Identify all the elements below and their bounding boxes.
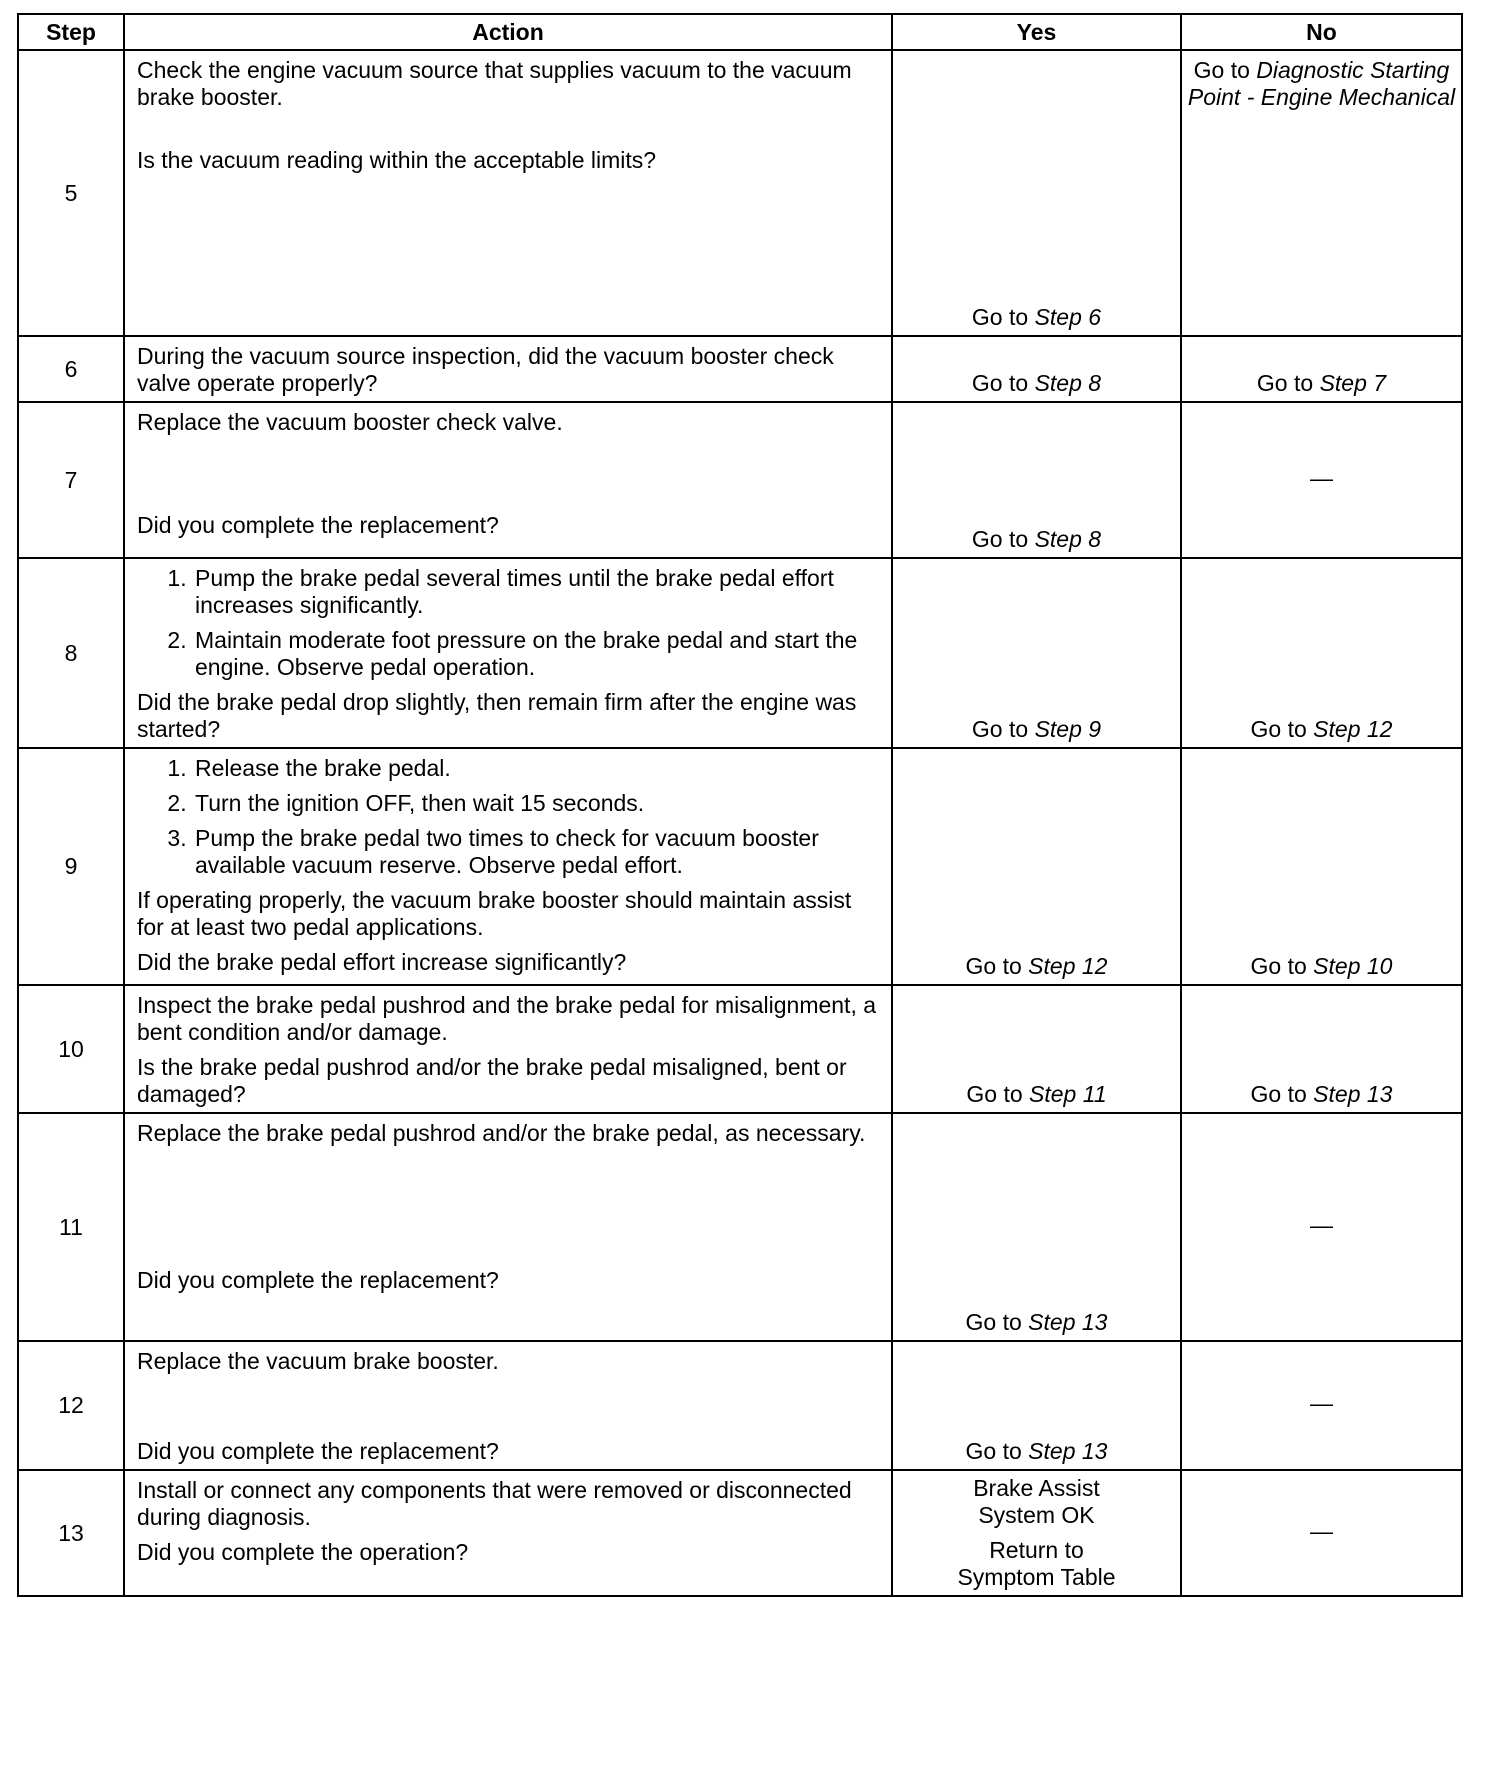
yes-cell <box>892 985 1181 1113</box>
action-cell <box>124 1113 892 1341</box>
yes-cell <box>892 558 1181 748</box>
header-step: Step <box>18 14 124 50</box>
yes-cell <box>892 402 1181 558</box>
no-cell <box>1181 50 1462 336</box>
yes-step-link[interactable]: Step 12 <box>1028 953 1108 979</box>
action-cell <box>124 1341 892 1470</box>
action-question: Did the brake pedal drop slightly, then remain firm after the engine was started? <box>137 689 857 742</box>
yes-return-link[interactable]: Return to Symptom Table <box>957 1537 1116 1590</box>
yes-step-link[interactable]: Step 13 <box>1028 1309 1108 1335</box>
yes-prefix: Go to <box>971 716 1035 742</box>
no-prefix: Go to <box>1250 716 1314 742</box>
yes-step-link[interactable]: Step 8 <box>1034 526 1102 552</box>
no-reference-link[interactable]: Diagnostic Starting Point - Engine Mechanical <box>1187 57 1456 110</box>
action-question: Is the vacuum reading within the acceptable limits? <box>137 147 657 173</box>
step-number: 8 <box>18 558 124 748</box>
yes-cell <box>892 336 1181 402</box>
yes-prefix: Go to <box>971 304 1035 330</box>
step-number: 5 <box>18 50 124 336</box>
table-row <box>18 1113 1462 1341</box>
no-step-link[interactable]: Step 7 <box>1319 370 1387 396</box>
action-cell <box>124 1470 892 1596</box>
action-cell <box>124 50 892 336</box>
yes-step-link[interactable]: Step 13 <box>1028 1438 1108 1464</box>
no-step-link[interactable]: Step 10 <box>1313 953 1393 979</box>
yes-cell <box>892 1470 1181 1596</box>
table-row <box>18 50 1462 336</box>
action-text: Install or connect any components that were removed or disconnected during diagnosis. <box>137 1477 852 1530</box>
no-cell <box>1181 558 1462 748</box>
table-row <box>18 748 1462 985</box>
no-cell <box>1181 336 1462 402</box>
action-cell <box>124 985 892 1113</box>
step-number: 7 <box>18 402 124 558</box>
header-no: No <box>1181 14 1462 50</box>
no-cell <box>1181 402 1462 558</box>
no-prefix: Go to <box>1250 1081 1314 1107</box>
yes-cell <box>892 1113 1181 1341</box>
step-number: 11 <box>18 1113 124 1341</box>
diagnostic-table <box>17 13 1463 1597</box>
header-yes: Yes <box>892 14 1181 50</box>
no-step-link[interactable]: Step 13 <box>1313 1081 1393 1107</box>
no-dash: — <box>1310 1390 1333 1416</box>
yes-prefix: Go to <box>966 1081 1030 1107</box>
step-number: 12 <box>18 1341 124 1470</box>
action-text: Replace the vacuum brake booster. <box>137 1348 499 1374</box>
yes-step-link[interactable]: Step 6 <box>1034 304 1102 330</box>
table-row <box>18 1470 1462 1596</box>
action-text: Check the engine vacuum source that supplies vacuum to the vacuum brake booster. <box>137 57 852 110</box>
header-action: Action <box>124 14 892 50</box>
step-number: 13 <box>18 1470 124 1596</box>
yes-step-link[interactable]: Step 11 <box>1029 1081 1107 1107</box>
list-item: 2. Maintain moderate foot pressure on the brake pedal and start the engine. Observe pedal operation. <box>193 627 881 681</box>
action-cell <box>124 336 892 402</box>
no-dash: — <box>1310 1211 1333 1238</box>
yes-cell <box>892 748 1181 985</box>
no-prefix: Go to <box>1193 57 1257 83</box>
no-cell <box>1181 985 1462 1113</box>
yes-prefix: Go to <box>965 1309 1029 1335</box>
list-item: 1. Release the brake pedal. <box>193 755 881 782</box>
action-text: Replace the vacuum booster check valve. <box>137 409 563 435</box>
action-steps-list <box>137 755 881 879</box>
action-question: Did you complete the replacement? <box>137 1438 499 1464</box>
table-row <box>18 985 1462 1113</box>
step-number: 6 <box>18 336 124 402</box>
no-prefix: Go to <box>1250 953 1314 979</box>
no-cell <box>1181 748 1462 985</box>
action-cell <box>124 402 892 558</box>
no-dash: — <box>1310 1517 1333 1544</box>
no-prefix: Go to <box>1256 370 1320 396</box>
no-cell <box>1181 1470 1462 1596</box>
table-row <box>18 402 1462 558</box>
action-question: Did you complete the operation? <box>137 1539 469 1565</box>
action-question: Did you complete the replacement? <box>137 512 499 538</box>
action-question: Did the brake pedal effort increase significantly? <box>137 949 627 975</box>
action-text: Replace the brake pedal pushrod and/or the brake pedal, as necessary. <box>137 1120 866 1146</box>
yes-prefix: Go to <box>965 1438 1029 1464</box>
list-item: 3. Pump the brake pedal two times to check for vacuum booster available vacuum reserve. Observe pedal effort. <box>193 825 881 879</box>
no-cell <box>1181 1341 1462 1470</box>
action-cell <box>124 748 892 985</box>
action-note: If operating properly, the vacuum brake booster should maintain assist for at least two pedal applications. <box>137 887 852 940</box>
table-row <box>18 336 1462 402</box>
yes-result-text: Brake Assist System OK <box>973 1475 1100 1528</box>
yes-step-link[interactable]: Step 8 <box>1034 370 1102 396</box>
action-steps-list <box>137 565 881 681</box>
action-question: Did you complete the replacement? <box>137 1267 499 1293</box>
action-question: During the vacuum source inspection, did the vacuum booster check valve operate properly? <box>137 343 834 396</box>
yes-prefix: Go to <box>971 370 1035 396</box>
table-row <box>18 1341 1462 1470</box>
no-dash: — <box>1310 464 1333 491</box>
header-row <box>18 14 1462 50</box>
action-cell <box>124 558 892 748</box>
yes-step-link[interactable]: Step 9 <box>1034 716 1102 742</box>
yes-cell <box>892 1341 1181 1470</box>
table-row <box>18 558 1462 748</box>
list-item: 1. Pump the brake pedal several times until the brake pedal effort increases significantly. <box>193 565 881 619</box>
yes-prefix: Go to <box>971 526 1035 552</box>
action-question: Is the brake pedal pushrod and/or the brake pedal misaligned, bent or damaged? <box>137 1054 847 1107</box>
yes-cell <box>892 50 1181 336</box>
no-cell <box>1181 1113 1462 1341</box>
yes-prefix: Go to <box>965 953 1029 979</box>
step-number: 9 <box>18 748 124 985</box>
list-item: 2. Turn the ignition OFF, then wait 15 seconds. <box>193 790 881 817</box>
action-text: Inspect the brake pedal pushrod and the brake pedal for misalignment, a bent condition and/or damage. <box>137 992 877 1045</box>
no-step-link[interactable]: Step 12 <box>1313 716 1393 742</box>
step-number: 10 <box>18 985 124 1113</box>
